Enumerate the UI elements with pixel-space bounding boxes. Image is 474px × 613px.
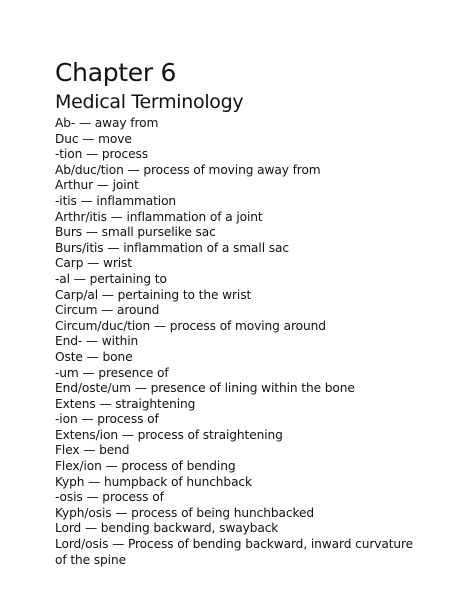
term-item: Circum — around: [55, 303, 160, 318]
subtitle: Medical Terminology: [55, 91, 244, 113]
term-item: Lord — bending backward, swayback: [55, 521, 279, 536]
term-item: -al — pertaining to: [55, 271, 167, 286]
term-item: End/oste/um — presence of lining within the bone: [55, 381, 355, 396]
term-item: -osis — process of: [55, 490, 164, 505]
term-item: Lord/osis — Process of bending backward, inward curvature of the spine: [55, 537, 414, 567]
term-item: Extens/ion — process of straightening: [55, 427, 283, 442]
term-item: Circum/duc/tion — process of moving around: [55, 318, 326, 333]
term-item: -um — presence of: [55, 365, 169, 380]
term-item: Ab/duc/tion — process of moving away from: [55, 162, 321, 177]
term-item: Flex/ion — process of bending: [55, 459, 236, 474]
term-item: Carp — wrist: [55, 256, 132, 271]
term-item: Duc — move: [55, 131, 132, 146]
term-item: Ab- — away from: [55, 116, 159, 130]
term-item: Flex — bend: [55, 443, 130, 458]
term-item: Burs — small purselike sac: [55, 225, 216, 240]
term-item: Kyph — humpback of hunchback: [55, 474, 252, 489]
term-item: End- — within: [55, 334, 139, 349]
term-item: -tion — process: [55, 147, 149, 162]
term-item: Carp/al — pertaining to the wrist: [55, 287, 252, 302]
term-item: -ion — process of: [55, 412, 159, 427]
term-item: Arthur — joint: [55, 178, 139, 193]
term-item: Kyph/osis — process of being hunchbacked: [55, 505, 315, 520]
term-item: Burs/itis — inflammation of a small sac: [55, 240, 289, 255]
document-page: [55, 56, 455, 568]
term-item: -itis — inflammation: [55, 193, 177, 208]
chapter-title: Chapter 6: [55, 58, 177, 87]
term-item: Arthr/itis — inflammation of a joint: [55, 209, 263, 224]
term-list: [55, 116, 455, 568]
term-item: Oste — bone: [55, 349, 133, 364]
term-item: Extens — straightening: [55, 396, 196, 411]
